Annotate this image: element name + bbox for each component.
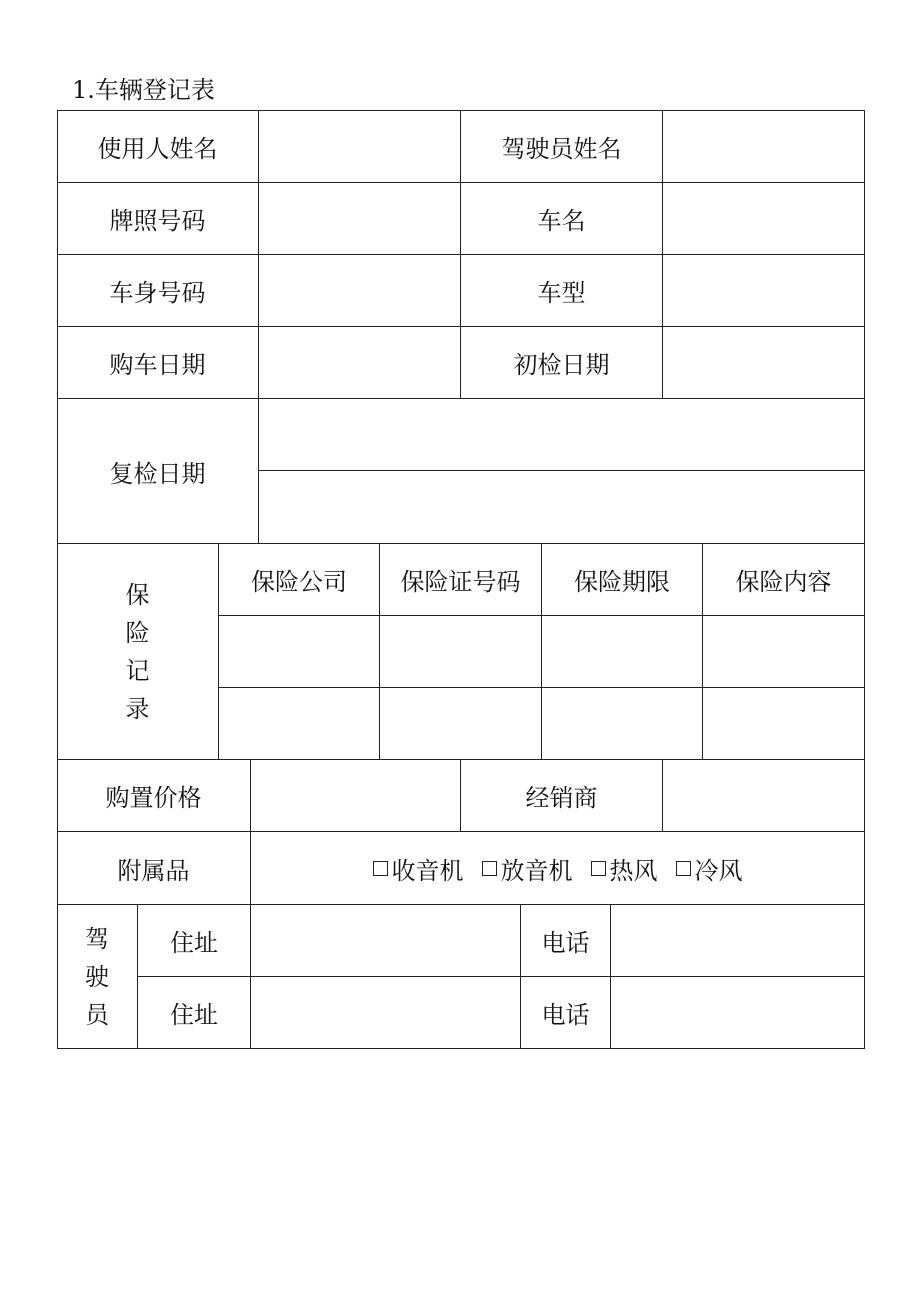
purchase-price-field[interactable] (251, 760, 461, 832)
insurance-label-char: 记 (125, 656, 150, 685)
checkbox[interactable] (373, 861, 388, 876)
car-model-label: 车型 (461, 255, 663, 327)
plate-number-label: 牌照号码 (57, 183, 259, 255)
phone-field[interactable] (611, 977, 865, 1049)
insurance-label-char: 录 (125, 694, 150, 723)
user-name-field[interactable] (259, 110, 461, 183)
driver-label-char: 驾 (85, 924, 109, 953)
address-label: 住址 (138, 905, 251, 977)
insurance-term-field[interactable] (542, 688, 703, 760)
option-label: 冷风 (694, 856, 743, 885)
driver-name-field[interactable] (663, 110, 865, 183)
radio-checkbox-option[interactable] (373, 851, 464, 886)
dealer-field[interactable] (663, 760, 865, 832)
vehicle-registration-form (57, 110, 865, 1049)
reinspection-field-1[interactable] (259, 399, 865, 471)
address-field[interactable] (251, 977, 521, 1049)
insurance-content-field[interactable] (703, 616, 865, 688)
insurance-content-field[interactable] (703, 688, 865, 760)
checkbox[interactable] (676, 861, 691, 876)
insurance-label-char: 险 (125, 618, 150, 647)
driver-label-char: 驶 (85, 962, 109, 991)
accessories-label: 附属品 (57, 832, 251, 905)
purchase-price-label: 购置价格 (57, 760, 251, 832)
insurance-policy-number-header: 保险证号码 (380, 544, 542, 616)
ac-checkbox-option[interactable] (676, 851, 743, 886)
user-name-label: 使用人姓名 (57, 110, 259, 183)
purchase-date-field[interactable] (259, 327, 461, 399)
car-model-field[interactable] (663, 255, 865, 327)
phone-field[interactable] (611, 905, 865, 977)
accessories-options (251, 832, 865, 905)
phone-label: 电话 (521, 905, 611, 977)
insurance-company-field[interactable] (219, 688, 380, 760)
first-inspection-label: 初检日期 (461, 327, 663, 399)
body-number-label: 车身号码 (57, 255, 259, 327)
body-number-field[interactable] (259, 255, 461, 327)
insurance-company-header: 保险公司 (219, 544, 380, 616)
option-label: 放音机 (500, 856, 573, 885)
address-field[interactable] (251, 905, 521, 977)
insurance-term-field[interactable] (542, 616, 703, 688)
form-title: 1.车辆登记表 (72, 76, 215, 104)
option-label: 收音机 (391, 856, 464, 885)
dealer-label: 经销商 (461, 760, 663, 832)
purchase-date-label: 购车日期 (57, 327, 259, 399)
insurance-label-char: 保 (125, 580, 150, 609)
insurance-policy-number-field[interactable] (380, 616, 542, 688)
car-name-field[interactable] (663, 183, 865, 255)
reinspection-label: 复检日期 (57, 399, 259, 544)
heater-checkbox-option[interactable] (591, 851, 658, 886)
insurance-company-field[interactable] (219, 616, 380, 688)
first-inspection-field[interactable] (663, 327, 865, 399)
option-label: 热风 (609, 856, 658, 885)
insurance-content-header: 保险内容 (703, 544, 865, 616)
reinspection-field-2[interactable] (259, 471, 865, 544)
checkbox[interactable] (482, 861, 497, 876)
insurance-record-label (57, 544, 219, 760)
driver-name-label: 驾驶员姓名 (461, 110, 663, 183)
checkbox[interactable] (591, 861, 606, 876)
driver-label-char: 员 (85, 1000, 109, 1029)
address-label: 住址 (138, 977, 251, 1049)
cassette-checkbox-option[interactable] (482, 851, 573, 886)
car-name-label: 车名 (461, 183, 663, 255)
plate-number-field[interactable] (259, 183, 461, 255)
phone-label: 电话 (521, 977, 611, 1049)
insurance-term-header: 保险期限 (542, 544, 703, 616)
driver-section-label (57, 905, 138, 1049)
insurance-policy-number-field[interactable] (380, 688, 542, 760)
